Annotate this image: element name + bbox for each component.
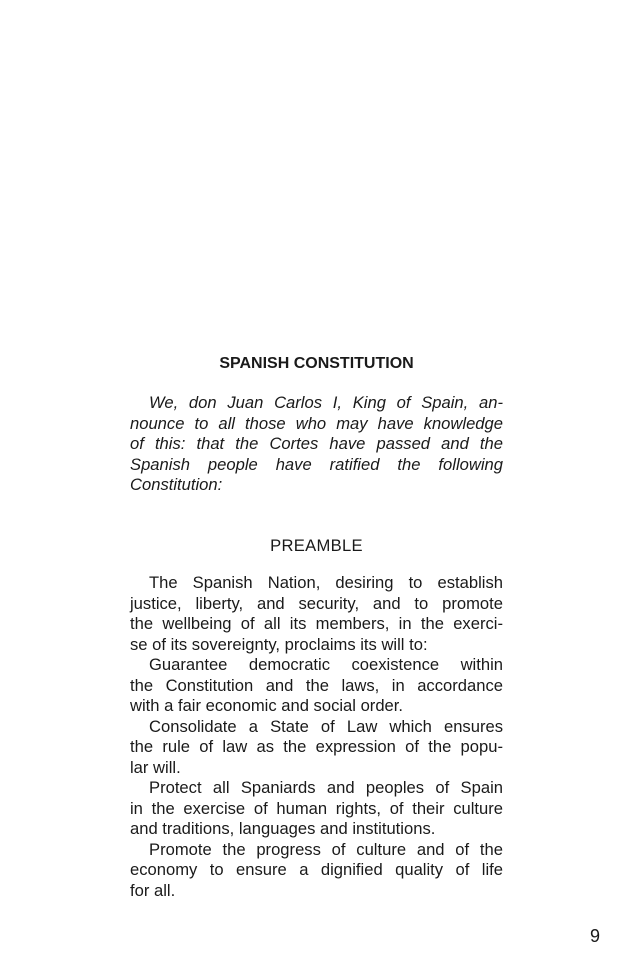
preamble-line: justice, liberty, and security, and to promote — [130, 593, 503, 613]
preamble-line: Promote the progress of culture and of the — [149, 839, 503, 859]
intro-line: Spanish people have ratified the following — [130, 454, 503, 474]
preamble-line: economy to ensure a dignified quality of life — [130, 860, 503, 879]
preamble-line: with a fair economic and social order. — [130, 696, 404, 715]
preamble-text — [130, 573, 503, 901]
preamble-line: Consolidate a State of Law which ensures — [149, 716, 503, 736]
preamble-line: Guarantee democratic coexistence within — [149, 655, 503, 674]
document-title: SPANISH CONSTITUTION — [219, 355, 414, 372]
preamble-line: Protect all Spaniards and peoples of Spain — [149, 778, 503, 797]
preamble-line: se of its sovereignty, proclaims its will to: — [130, 634, 428, 654]
preamble-heading: PREAMBLE — [270, 536, 363, 555]
preamble-line: lar will. — [130, 757, 181, 777]
intro-line: nounce to all those who may have knowledge — [130, 413, 503, 433]
preamble-line: the wellbeing of all its members, in the exerci- — [130, 614, 503, 633]
page-number: 9 — [589, 926, 600, 946]
intro-line: We, don Juan Carlos I, King of Spain, an- — [149, 393, 503, 412]
royal-announcement — [130, 393, 503, 496]
intro-line: of this: that the Cortes have passed and the — [130, 434, 503, 453]
intro-line: Constitution: — [130, 475, 223, 494]
preamble-line: the rule of law as the expression of the popu- — [130, 737, 503, 756]
preamble-line: and traditions, languages and institutions. — [130, 819, 436, 838]
preamble-line: for all. — [130, 880, 176, 900]
preamble-line: The Spanish Nation, desiring to establish — [149, 573, 503, 592]
preamble-line: the Constitution and the laws, in accordance — [130, 675, 503, 695]
preamble-line: in the exercise of human rights, of their culture — [130, 798, 503, 818]
